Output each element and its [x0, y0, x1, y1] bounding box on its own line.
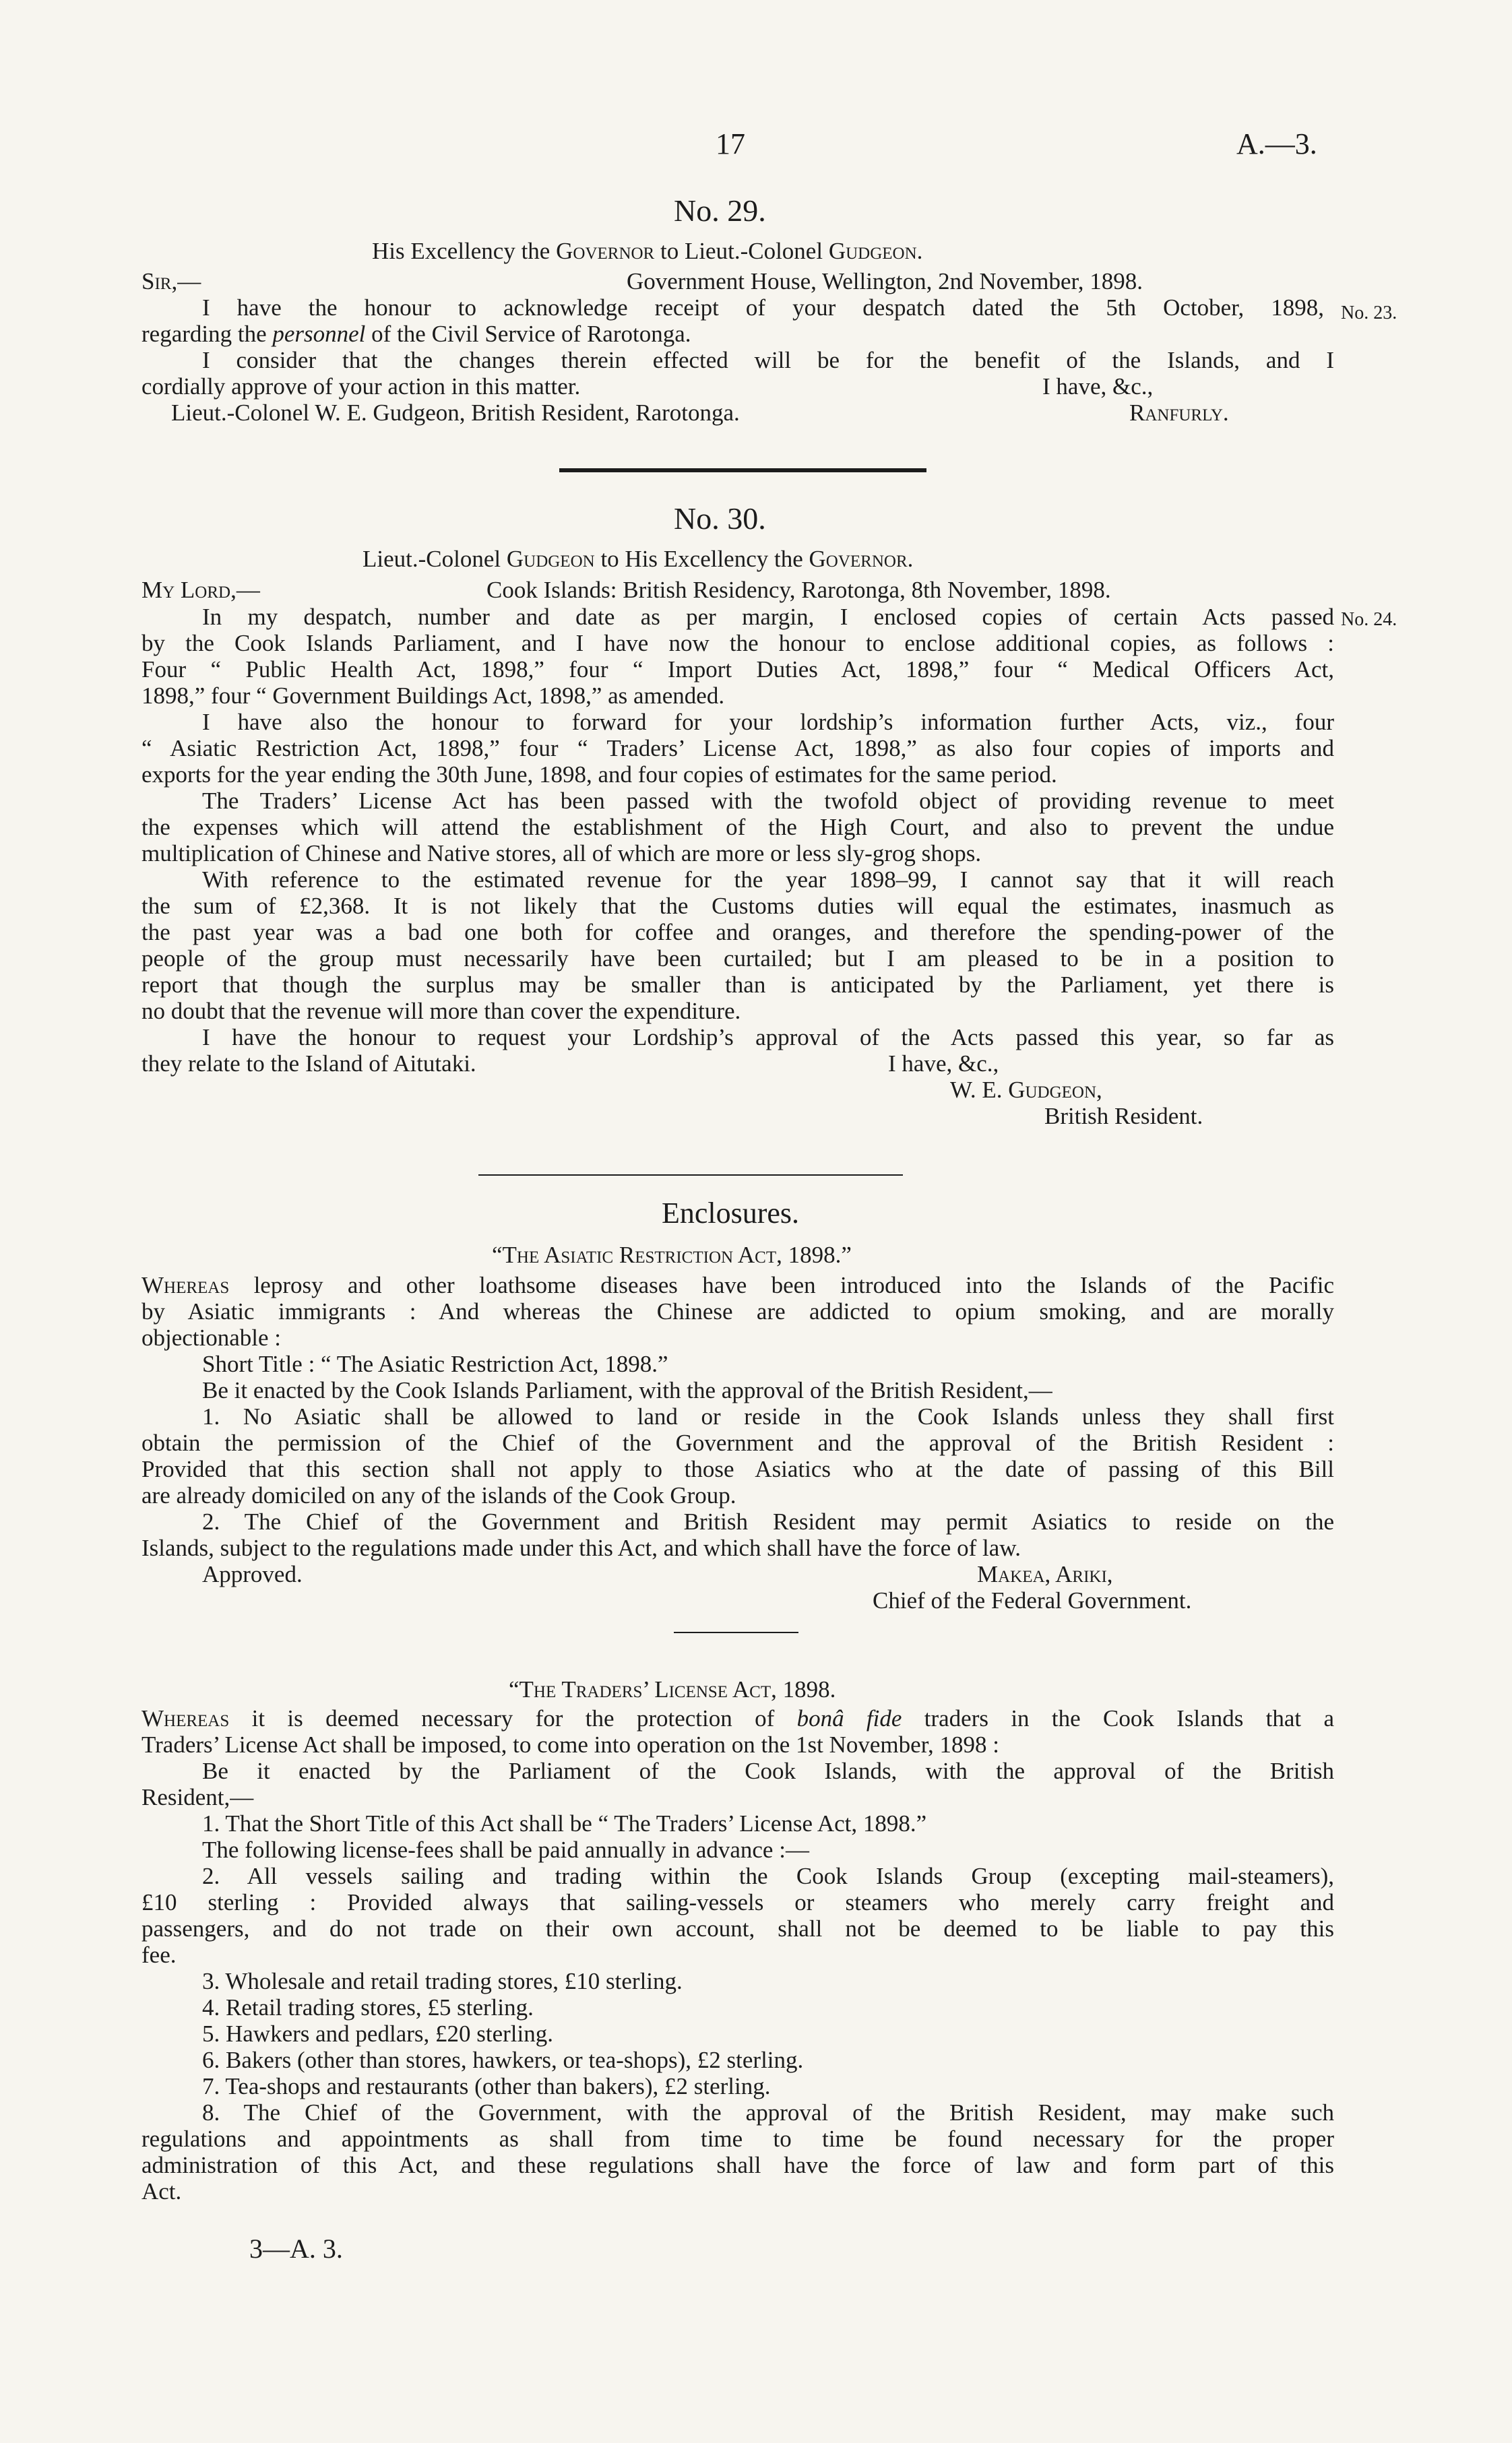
page-number: 17	[716, 127, 745, 160]
asiatic-section-1-line-3: Provided that this section shall not apply to those Asiatics who at the date of passing of this Bill	[141, 1456, 1334, 1482]
traders-act-title: “The Traders’ License Act, 1898.	[509, 1676, 836, 1703]
traders-act-body	[141, 1705, 1334, 2204]
letter-30-para-2-line-3: exports for the year ending the 30th June, 1898, and four copies of estimates for the same period.	[141, 761, 1057, 788]
traders-preamble-line-2: Traders’ License Act shall be imposed, to come into operation on the 1st November, 1898 :	[141, 1732, 999, 1758]
traders-section-2-line-4: fee.	[141, 1942, 177, 1968]
letter-29-subheading: His Excellency the Governor to Lieut.-Colonel Gudgeon.	[372, 238, 923, 264]
letter-30-para-1-line-3: Four “ Public Health Act, 1898,” four “ Import Duties Act, 1898,” four “ Medical Officers Act,	[141, 656, 1334, 683]
traders-preamble-line-1: Whereas it is deemed necessary for the protection of bonâ fide traders in the Cook Islands that a	[141, 1705, 1335, 1732]
letter-30-para-1-line-4: 1898,” four “ Government Buildings Act, 1898,” as amended.	[141, 683, 725, 709]
letter-30-para-5-line-2: they relate to the Island of Aitutaki. I have, &c.,	[141, 1050, 999, 1077]
letter-30-para-5-line-1: I have the honour to request your Lordship’s approval of the Acts passed this year, so far as	[202, 1024, 1334, 1050]
letter-30-para-3-line-1: The Traders’ License Act has been passed with the twofold object of providing revenue to meet	[202, 788, 1334, 814]
asiatic-section-1-line-2: obtain the permission of the Chief of the Government and the approval of the British Resident :	[141, 1430, 1334, 1456]
letter-30-title-line	[141, 1103, 1334, 1129]
asiatic-preamble-line-3: objectionable :	[141, 1325, 282, 1351]
traders-fee-item: 7. Tea-shops and restaurants (other than bakers), £2 sterling.	[202, 2073, 771, 2099]
asiatic-approval-line	[141, 1561, 1334, 1587]
footer-reference: 3—A. 3.	[249, 2233, 343, 2264]
asiatic-act-title: “The Asiatic Restriction Act, 1898.”	[492, 1242, 852, 1268]
letter-30-closing: I have, &c.,	[888, 1050, 999, 1077]
letter-30-heading: No. 30.	[674, 501, 766, 536]
traders-section-2-line-1: 2. All vessels sailing and trading within the Cook Islands Group (excepting mail-steamers),	[202, 1863, 1334, 1889]
letter-29-signature: Ranfurly.	[1129, 400, 1229, 426]
letter-30-para-4-line-1: With reference to the estimated revenue for the year 1898–99, I cannot say that it will reach	[202, 866, 1334, 893]
asiatic-signatory-title-line	[141, 1587, 1334, 1614]
letter-30-salutation: My Lord,—	[141, 577, 260, 603]
enclosure-rule	[674, 1632, 798, 1633]
letter-30-title: British Resident.	[1044, 1103, 1203, 1129]
traders-section-1: 1. That the Short Title of this Act shall be “ The Traders’ License Act, 1898.”	[202, 1810, 927, 1837]
letter-29-closing: I have, &c.,	[1042, 373, 1154, 400]
letter-30-body	[141, 604, 1397, 1129]
letter-29-para-2-line-1: I consider that the changes therein effected will be for the benefit of the Islands, and I	[202, 347, 1334, 373]
traders-enacting-line-2: Resident,—	[141, 1784, 254, 1810]
traders-fee-item: 3. Wholesale and retail trading stores, £10 sterling.	[202, 1968, 683, 1994]
asiatic-approved: Approved.	[202, 1561, 303, 1587]
letter-29-margin-note: No. 23.	[1341, 303, 1397, 323]
traders-section-8-line-2: regulations and appointments as shall from time to time be found necessary for the proper	[141, 2126, 1334, 2152]
letter-30-para-1-line-2: by the Cook Islands Parliament, and I have now the honour to enclose additional copies, as follows :	[141, 630, 1334, 656]
asiatic-preamble-line-1: Whereas leprosy and other loathsome diseases have been introduced into the Islands of the Pacific	[141, 1272, 1334, 1298]
letter-30-para-1-line-1: In my despatch, number and date as per margin, I enclosed copies of certain Acts passed	[202, 604, 1334, 630]
asiatic-section-2-line-1: 2. The Chief of the Government and British Resident may permit Asiatics to reside on the	[202, 1509, 1334, 1535]
traders-section-8-line-3: administration of this Act, and these regulations shall have the force of law and form part of this	[141, 2152, 1334, 2178]
letter-30-subheading: Lieut.-Colonel Gudgeon to His Excellency the Governor.	[363, 546, 914, 572]
traders-enacting-line-1: Be it enacted by the Parliament of the Cook Islands, with the approval of the British	[202, 1758, 1334, 1784]
traders-fee-item: 6. Bakers (other than stores, hawkers, or tea-shops), £2 sterling.	[202, 2047, 804, 2073]
letter-29-body	[141, 294, 1397, 426]
traders-section-8-line-1: 8. The Chief of the Government, with the approval of the British Resident, may make such	[202, 2099, 1334, 2126]
asiatic-signatory-title: Chief of the Federal Government.	[873, 1587, 1192, 1614]
letter-30-address: Cook Islands: British Residency, Rarotonga, 8th November, 1898.	[486, 577, 1111, 603]
letter-29-addressee-line	[141, 400, 1334, 426]
letter-30-signature: W. E. Gudgeon,	[950, 1077, 1102, 1103]
letter-30-para-4-line-2: the sum of £2,368. It is not likely that the Customs duties will equal the estimates, inasmuch as	[141, 893, 1334, 919]
letter-30-para-4-line-6: no doubt that the revenue will more than cover the expenditure.	[141, 998, 741, 1024]
letter-29-salutation: Sir,—	[141, 268, 201, 294]
letter-29-para-1-line-1: I have the honour to acknowledge receipt of your despatch dated the 5th October, 1898,	[202, 294, 1324, 321]
letter-30-margin-note: No. 24.	[1341, 609, 1397, 630]
traders-section-8-line-4: Act.	[141, 2178, 182, 2204]
letter-30-para-4-line-3: the past year was a bad one both for coffee and oranges, and therefore the spending-power of the	[141, 919, 1334, 945]
traders-fee-item: 4. Retail trading stores, £5 sterling.	[202, 1994, 534, 2021]
asiatic-enacting-clause: Be it enacted by the Cook Islands Parliament, with the approval of the British Resident,—	[202, 1377, 1052, 1403]
traders-fees-intro: The following license-fees shall be paid annually in advance :—	[202, 1837, 809, 1863]
traders-section-2-line-3: passengers, and do not trade on their own account, shall not be deemed to be liable to pay this	[141, 1915, 1334, 1942]
letter-29-address: Government House, Wellington, 2nd November, 1898.	[627, 268, 1143, 294]
asiatic-section-1-line-4: are already domiciled on any of the islands of the Cook Group.	[141, 1482, 736, 1509]
letter-29-para-1-line-2: regarding the personnel of the Civil Service of Rarotonga.	[141, 321, 691, 347]
series-reference: A.—3.	[1236, 127, 1317, 160]
letter-29-addressee: Lieut.-Colonel W. E. Gudgeon, British Resident, Rarotonga.	[171, 400, 740, 426]
asiatic-section-1-line-1: 1. No Asiatic shall be allowed to land or reside in the Cook Islands unless they shall first	[202, 1403, 1334, 1430]
section-rule	[478, 1174, 903, 1176]
section-rule-thick	[559, 468, 926, 472]
asiatic-signatory: Makea, Ariki,	[977, 1561, 1113, 1587]
letter-29-heading: No. 29.	[674, 193, 766, 228]
asiatic-preamble-line-2: by Asiatic immigrants : And whereas the Chinese are addicted to opium smoking, and are morally	[141, 1298, 1334, 1325]
enclosures-heading: Enclosures.	[662, 1197, 800, 1230]
letter-30-para-2-line-1: I have also the honour to forward for your lordship’s information further Acts, viz., four	[202, 709, 1334, 735]
letter-30-signature-line	[141, 1077, 1334, 1103]
letter-30-para-3-line-3: multiplication of Chinese and Native stores, all of which are more or less sly-grog shops.	[141, 840, 982, 866]
traders-fee-item: 5. Hawkers and pedlars, £20 sterling.	[202, 2021, 553, 2047]
asiatic-section-2-line-2: Islands, subject to the regulations made under this Act, and which shall have the force of law.	[141, 1535, 1021, 1561]
traders-section-2-line-2: £10 sterling : Provided always that sailing-vessels or steamers who merely carry freight and	[141, 1889, 1334, 1915]
asiatic-short-title: Short Title : “ The Asiatic Restriction Act, 1898.”	[202, 1351, 668, 1377]
asiatic-act-body	[141, 1272, 1334, 1614]
letter-30-para-4-line-4: people of the group must necessarily have been curtailed; but I am pleased to be in a position to	[141, 945, 1334, 972]
letter-30-para-2-line-2: “ Asiatic Restriction Act, 1898,” four “ Traders’ License Act, 1898,” as also four copies of imports and	[141, 735, 1334, 761]
letter-30-para-3-line-2: the expenses which will attend the establishment of the High Court, and also to prevent the undue	[141, 814, 1334, 840]
letter-30-para-4-line-5: report that though the surplus may be smaller than is anticipated by the Parliament, yet there is	[141, 972, 1334, 998]
letter-29-para-2-line-2: cordially approve of your action in this matter. I have, &c.,	[141, 373, 1154, 400]
